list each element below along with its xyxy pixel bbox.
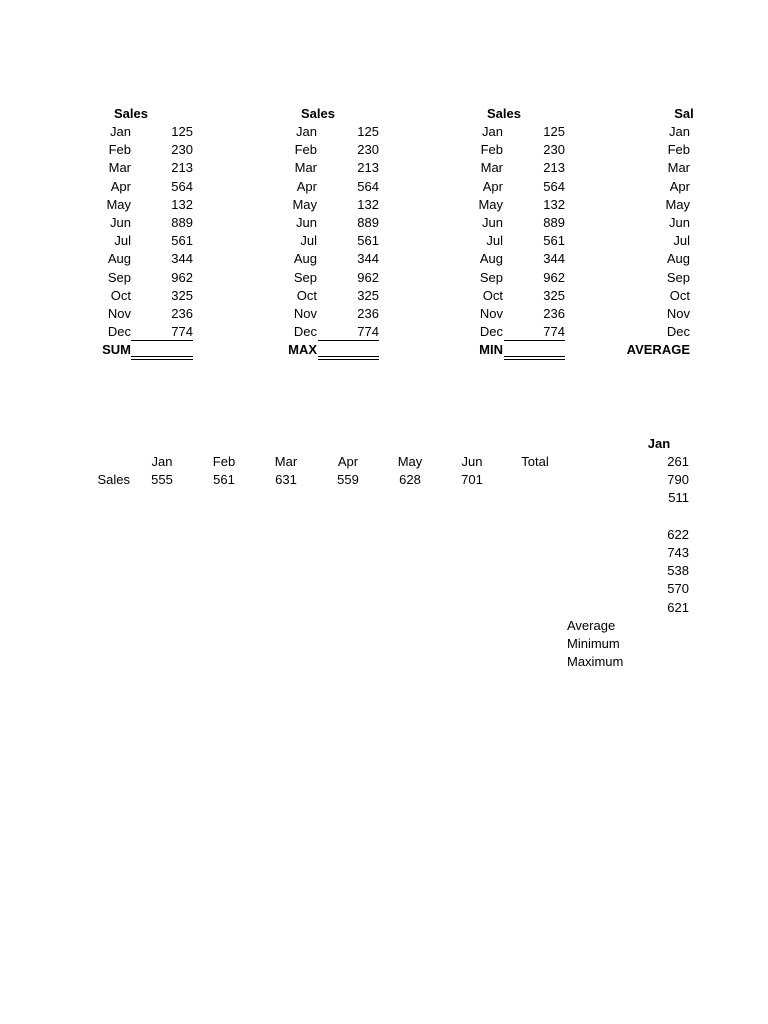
sales-value: 236 [357, 306, 379, 321]
month-label: Oct [296, 287, 317, 303]
sales-value: 889 [543, 215, 565, 230]
function-label: SUM [102, 342, 131, 358]
stat-label: Average [567, 618, 616, 633]
month-label: Sep [479, 269, 503, 285]
sales-value: 230 [357, 142, 379, 158]
month-label: Mar [480, 160, 503, 176]
sales-value: 344 [171, 251, 193, 267]
sales-value: 125 [357, 124, 379, 139]
column-header: Feb [212, 454, 236, 469]
sales-value: 561 [171, 233, 193, 249]
sales-value: 743 [667, 545, 689, 560]
sales-value: 325 [357, 287, 379, 303]
sales-value: 236 [543, 306, 565, 321]
sales-value: 962 [171, 269, 193, 285]
month-label: Feb [294, 142, 317, 158]
sales-value: 774 [357, 324, 379, 340]
sales-value: 889 [171, 215, 193, 230]
sales-value: 344 [543, 251, 565, 267]
month-label: Dec [666, 324, 690, 340]
stat-label: Minimum [567, 636, 620, 652]
month-label: Sep [666, 269, 690, 285]
sales-value: 344 [357, 251, 379, 267]
sales-value: 511 [668, 490, 689, 506]
sales-value: 564 [543, 178, 565, 194]
sales-value: 564 [357, 178, 379, 194]
block-header: Sales [487, 106, 521, 121]
month-label: Jan [296, 124, 317, 139]
month-label: Aug [479, 251, 503, 267]
month-label: Dec [479, 324, 503, 340]
column-header: Mar [274, 454, 298, 469]
month-label: Mar [667, 160, 690, 176]
sales-value: 213 [543, 160, 565, 176]
column-header: May [397, 454, 423, 469]
month-label: Aug [107, 251, 131, 267]
sales-value: 125 [543, 124, 565, 139]
block-header: Sales [114, 106, 148, 121]
sales-value: 538 [667, 563, 689, 579]
month-label: Aug [666, 251, 690, 267]
month-label: Nov [666, 306, 690, 321]
sales-value: 132 [357, 196, 379, 212]
month-label: Feb [480, 142, 503, 158]
sales-value: 261 [667, 454, 689, 469]
month-label: Apr [482, 178, 503, 194]
month-label: Apr [669, 178, 690, 194]
sales-value: 621 [667, 599, 689, 615]
sales-value: 628 [399, 472, 421, 487]
single-underline [504, 340, 565, 341]
month-label: Feb [667, 142, 690, 158]
sales-value: 213 [357, 160, 379, 176]
sales-value: 230 [543, 142, 565, 158]
month-label: Jun [110, 215, 131, 230]
sales-value: 236 [171, 306, 193, 321]
sales-value: 962 [543, 269, 565, 285]
double-underline [504, 356, 565, 360]
sales-value: 774 [543, 324, 565, 340]
month-label: Aug [293, 251, 317, 267]
function-label: MIN [479, 342, 503, 358]
stat-label: Maximum [567, 654, 624, 670]
month-label: Apr [110, 178, 131, 194]
month-label: Oct [669, 287, 690, 303]
function-label: AVERAGE [626, 342, 690, 358]
sales-value: 631 [275, 472, 297, 487]
sales-value: 213 [171, 160, 193, 176]
month-label: Jul [300, 233, 317, 249]
sales-value: 555 [151, 472, 173, 487]
month-label: Jul [486, 233, 503, 249]
month-label: Jan [482, 124, 503, 139]
double-underline [318, 356, 379, 360]
month-label: Jan [669, 124, 690, 139]
month-label: Jun [296, 215, 317, 230]
month-label: Nov [293, 306, 317, 321]
month-label: Dec [293, 324, 317, 340]
month-label: Sep [107, 269, 131, 285]
month-label: Feb [108, 142, 131, 158]
sales-value: 561 [543, 233, 565, 249]
sales-value: 790 [667, 472, 689, 488]
sales-value: 962 [357, 269, 379, 285]
single-underline [318, 340, 379, 341]
month-label: May [478, 196, 503, 212]
month-label: Nov [479, 306, 503, 321]
month-label: Dec [107, 324, 131, 340]
month-label: May [292, 196, 317, 212]
month-label: Jun [482, 215, 503, 230]
month-label: Jul [673, 233, 690, 249]
column-header: Apr [337, 454, 359, 469]
sales-value: 125 [171, 124, 193, 139]
sales-value: 325 [543, 287, 565, 303]
sales-value: 132 [543, 196, 565, 212]
double-underline [131, 356, 193, 360]
single-underline [131, 340, 193, 341]
sales-value: 889 [357, 215, 379, 230]
month-label: Mar [294, 160, 317, 176]
sales-value: 564 [171, 178, 193, 194]
sales-value: 622 [667, 526, 689, 542]
sales-value: 570 [667, 581, 689, 597]
month-label: Jul [114, 233, 131, 249]
sales-value: 561 [357, 233, 379, 249]
sales-value: 132 [171, 196, 193, 212]
month-label: Sep [293, 269, 317, 285]
block-header: Sales [301, 106, 335, 121]
column-header: Total [521, 454, 549, 469]
month-label: Jan [110, 124, 131, 139]
sales-value: 701 [461, 472, 483, 487]
column-header: Jun [461, 454, 483, 469]
sales-value: 325 [171, 287, 193, 303]
month-label: Oct [110, 287, 131, 303]
block-header: Jan [647, 436, 671, 451]
row-label: Sales [97, 472, 130, 487]
sales-value: 559 [337, 472, 359, 487]
sales-value: 230 [171, 142, 193, 158]
column-header: Jan [151, 454, 173, 469]
month-label: Oct [482, 287, 503, 303]
block-header: Sal [674, 106, 694, 121]
month-label: Apr [296, 178, 317, 194]
month-label: Nov [107, 306, 131, 321]
sales-value: 774 [171, 324, 193, 340]
month-label: Mar [108, 160, 131, 176]
month-label: May [665, 196, 690, 212]
function-label: MAX [288, 342, 317, 358]
month-label: May [106, 196, 131, 212]
sales-value: 561 [213, 472, 235, 487]
month-label: Jun [669, 215, 690, 230]
